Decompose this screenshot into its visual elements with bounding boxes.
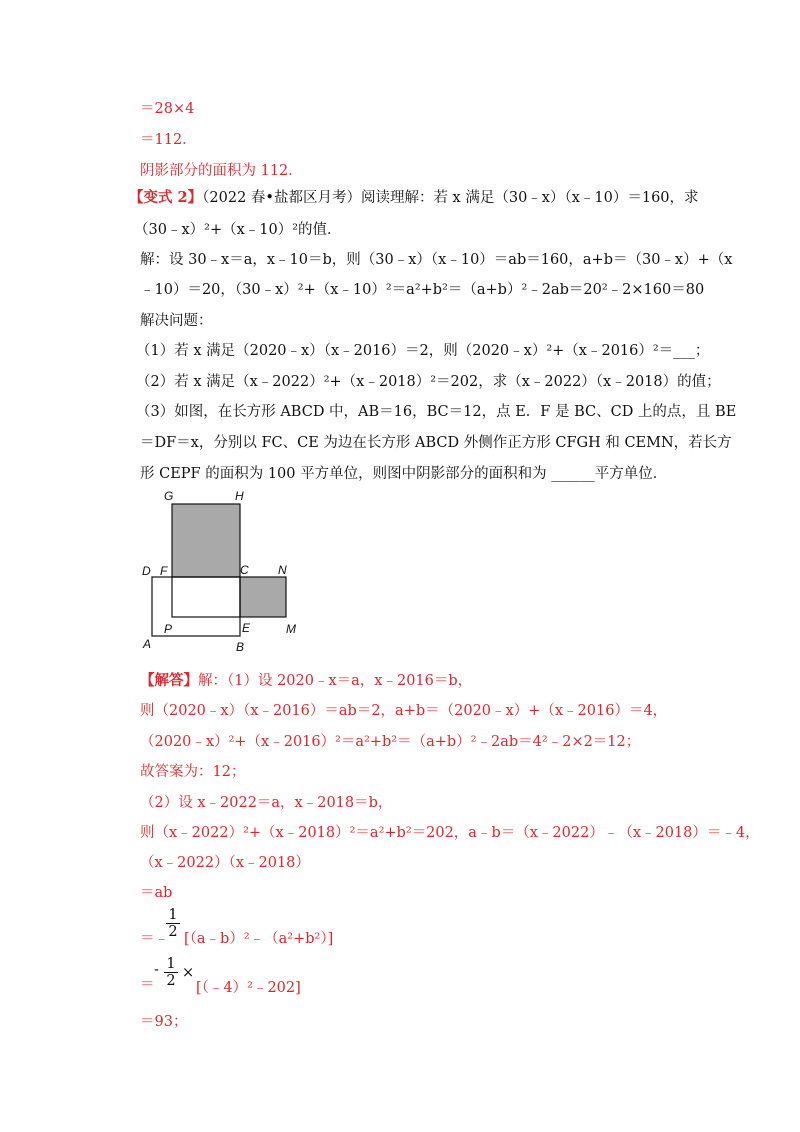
label-C: C [240,563,249,577]
question-2: （2）若 x 满足（x﹣2022）²+（x﹣2018）²＝202，求（x﹣2022）（x﹣2018）的值； [136,374,721,390]
answer-line-7: （x﹣2022）（x﹣2018） [140,855,310,871]
label-F: F [160,564,168,578]
variant-header [129,188,699,208]
question-1: （1）若 x 满足（2020﹣x）（x﹣2016）＝2，则（2020﹣x）²+（x﹣2016）²＝___； [136,343,710,359]
answer-line-1 [140,671,472,691]
answer-line-10-expr: [（﹣4）²﹣202] [196,980,301,996]
variant-tag: 【变式 2】 [129,189,203,206]
label-B: B [236,640,245,654]
label-A: A [143,637,152,651]
times-sign: × [182,965,195,981]
fraction-minus-sign: - [154,962,159,978]
label-N: N [278,563,287,577]
calc-line-1: ＝28×4 [140,101,195,117]
answer-final: ＝93； [140,1014,188,1030]
example-line-1: 解：设 30﹣x＝a，x﹣10＝b，则（30﹣x）（x﹣10）＝ab＝160，a+b＝（30﹣x）+（x [140,252,733,268]
question-3-line-1: （3）如图，在长方形 ABCD 中，AB＝16，BC＝12，点 E．F 是 BC、CD 上的点，且 BE [136,404,737,420]
answer-line-8: ＝ab [140,885,173,901]
answer-line-4: 故答案为：12； [140,764,246,780]
problem-line-2: （30﹣x）²+（x﹣10）²的值． [134,222,342,238]
square-CFGH [172,504,240,577]
fraction-one-half-2: $\frac{1}{2}$ [164,956,178,989]
fraction-one-half-1: $\frac{1}{2}$ [166,907,180,940]
rectangle-CEPF [172,577,240,617]
calc-line-2: ＝112． [140,132,197,148]
label-E: E [242,621,251,635]
label-G: G [164,489,174,503]
answer-line-5: （2）设 x﹣2022＝a，x﹣2018＝b， [140,795,393,811]
solve-heading: 解决问题： [140,313,213,329]
rectangle-squares-figure [138,488,303,656]
calc-result: 阴影部分的面积为 112． [140,163,303,179]
label-P: P [164,622,173,636]
answer-line-3: （2020﹣x）²+（x﹣2016）²＝a²+b²＝（a+b）²﹣2ab＝4²﹣2×2＝12； [140,734,641,750]
label-D: D [142,564,151,578]
answer-line-10-prefix: ＝ [140,977,155,993]
answer-line-2: 则（2020﹣x）（x﹣2016）＝ab＝2，a+b＝（2020﹣x）+（x﹣2016）＝4， [140,703,668,719]
answer-line-6: 则（x﹣2022）²+（x﹣2018）²＝a²+b²＝202，a﹣b＝（x﹣2022）﹣（x﹣2018）＝﹣4， [140,825,760,841]
example-line-2: ﹣10）＝20，（30﹣x）²+（x﹣10）²＝a²+b²＝（a+b）²﹣2ab＝20²﹣2×160＝80 [140,282,705,298]
answer-line-9-expr: [（a﹣b）²﹣（a²+b²）] [184,931,334,947]
answer-line-1-text: 解：（1）设 2020﹣x＝a，x﹣2016＝b， [198,673,473,689]
label-H: H [235,489,244,503]
question-3-line-2: ＝DF＝x，分别以 FC、CE 为边在长方形 ABCD 外侧作正方形 CFGH 和 CEMN，若长方 [140,435,732,451]
variant-source: （2022 春•盐都区月考）阅读理解：若 x 满足（30﹣x）（x﹣10）＝160，求 [202,190,699,206]
answer-tag: 【解答】 [140,672,198,689]
question-3-line-3: 形 CEPF 的面积为 100 平方单位，则图中阴影部分的面积和为 ______平方单位． [140,466,668,482]
answer-line-9-prefix: ＝﹣ [140,931,169,947]
label-M: M [286,622,296,636]
square-CEMN [240,577,286,617]
